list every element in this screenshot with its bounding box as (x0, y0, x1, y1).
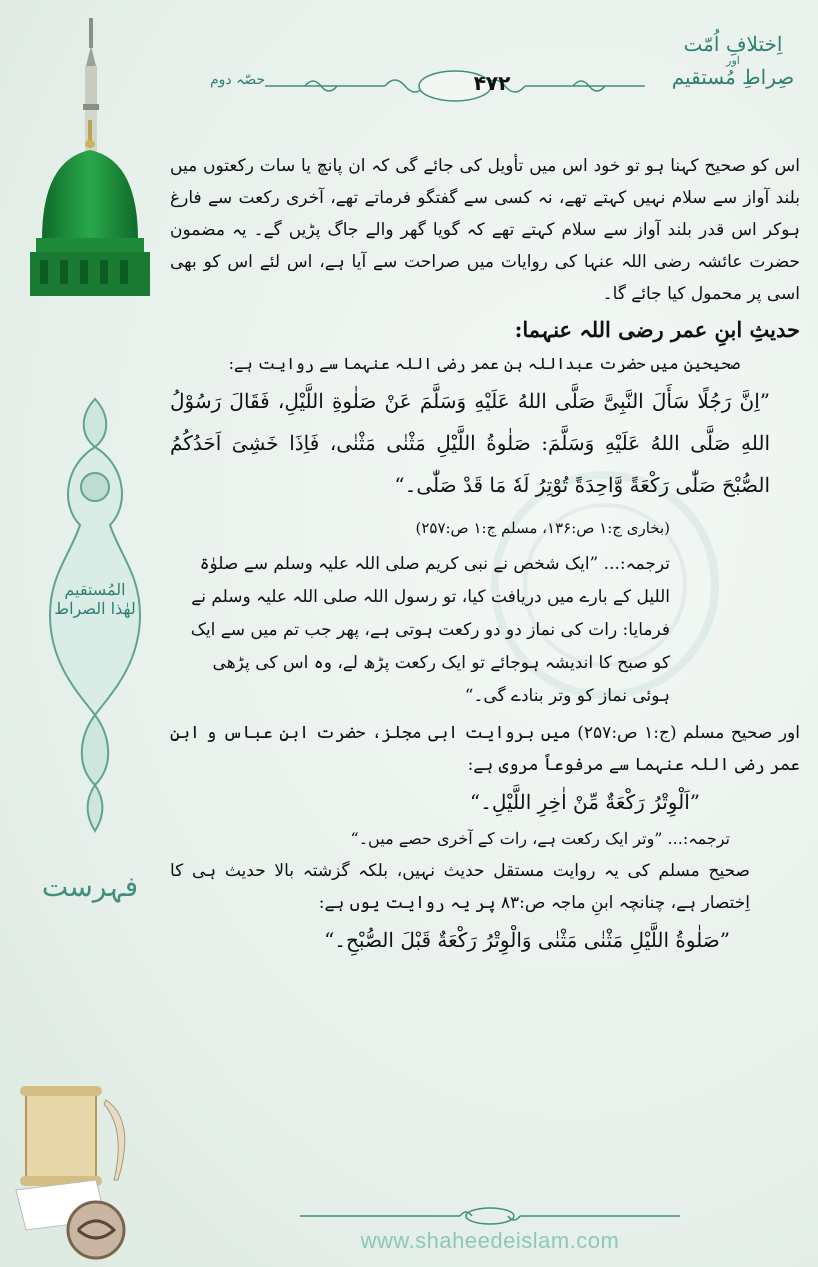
arabic-hadith-3: ”صَلٰوةُ اللَّیْلِ مَثْنٰی مَثْنٰی وَالْوِتْرُ رَكْعَةٌ قَبْلَ الصُّبْحِ۔“ (324, 928, 730, 952)
paragraph-1: اس کو صحیح کہنا ہو تو خود اس میں تأویل کی جائے گی کہ ان پانچ یا سات رکعتوں میں بلند آواز سے سلام نہیں کہتے تھے، نہ کسی سے گفتگو فرماتے تھے، آخری رکعت سے فارغ ہوکر اس قدر بلند آواز سے سلام کہتے تھے کہ گویا گھر والے جاگ پڑیں گے۔ یہ مضمون حضرت عائشہ رضی اللہ عنہا کی روایات میں صراحت سے آیا ہے، اس لئے اس کو بھی اسی پر محمول کیا جائے گا۔ (170, 156, 800, 304)
paragraph-2: اور صحیح مسلم (ج:۱ ص:۲۵۷) میں بروایت ابی مجلز، حضرت ابنِ عباس و ابنِ عمر رضی اللہ عنہما سے مرفوعاً مروی ہے: (170, 723, 800, 775)
part-label: حصّہ دوم (210, 72, 266, 88)
translation-2: ترجمہ:... ”وتر ایک رکعت ہے، رات کے آخری حصے میں۔“ (350, 829, 730, 848)
reference: (بخاری ج:۱ ص:۱۳۶، مسلم ج:۱ ص:۲۵۷) (415, 519, 670, 537)
page-header (170, 18, 810, 138)
intro-line: صحیحین میں حضرت عبداللہ بن عمر رضی اللہ عنہما سے روایت ہے: (228, 354, 740, 373)
scroll-quill-icon (6, 1080, 146, 1260)
arabic-hadith-1: ”اِنَّ رَجُلًا سَأَلَ النَّبِیَّ صَلَّی اللهُ عَلَیْهِ وَسَلَّمَ عَنْ صَلٰوةِ اللَّیْلِ، فَقَالَ رَسُوْلُ اللهِ صَلَّی اللهُ عَلَیْهِ وَسَلَّمَ: صَلٰوةُ اللَّیْلِ مَثْنٰی مَثْنٰی، فَاِذَا خَشِیَ اَحَدُكُمُ الصُّبْحَ صَلّٰی رَكْعَةً وَّاحِدَةً تُوْتِرُ لَهٗ مَا قَدْ صَلّٰی۔“ (170, 389, 771, 497)
toc-link[interactable]: فہرست (41, 870, 139, 903)
medallion-text-bottom: لھٰذا الصراط (54, 599, 136, 618)
paragraph-3: صحیح مسلم کی یہ روایت مستقل حدیث نہیں، بلکہ گزشتہ بالا حدیث ہی کا اِختصار ہے، چنانچہ ابنِ ماجہ ص:۸۳ پر یہ روایت یوں ہے: (170, 861, 750, 913)
green-dome-icon (22, 120, 162, 300)
book-title-line1: اِختلافِ اُمّت (683, 32, 783, 56)
main-content (170, 150, 800, 961)
book-title (668, 32, 798, 89)
footer-ornament (300, 1205, 680, 1227)
book-title-line3: صِراطِ مُستقیم (671, 65, 795, 89)
page-number: ۴۷۲ (473, 71, 511, 95)
translation-1: ترجمہ:... ”ایک شخص نے نبی کریم صلی اللہ علیہ وسلم سے صلوٰۃ اللیل کے بارے میں دریافت کیا، تو رسول اللہ صلی اللہ علیہ وسلم نے فرمایا: رات کی نماز دو دو رکعت ہوتی ہے، پھر جب تم میں سے ایک کو صبح کا اندیشہ ہوجائے تو ایک رکعت پڑھ لے، وہ اس کی پڑھی ہوئی نماز کو وتر بنادے گی۔“ (190, 554, 670, 706)
website-link[interactable]: www.shaheedeislam.com (360, 1228, 620, 1253)
book-title-line2: اور (726, 54, 740, 67)
medallion-text-top: المُستقیم (64, 580, 126, 599)
section-heading: حدیثِ ابنِ عمر رضی اللہ عنہما: (514, 317, 800, 342)
arabic-hadith-2: ”اَلْوِتْرُ رَكْعَةٌ مِّنْ اٰخِرِ اللَّیْلِ۔“ (469, 790, 700, 814)
